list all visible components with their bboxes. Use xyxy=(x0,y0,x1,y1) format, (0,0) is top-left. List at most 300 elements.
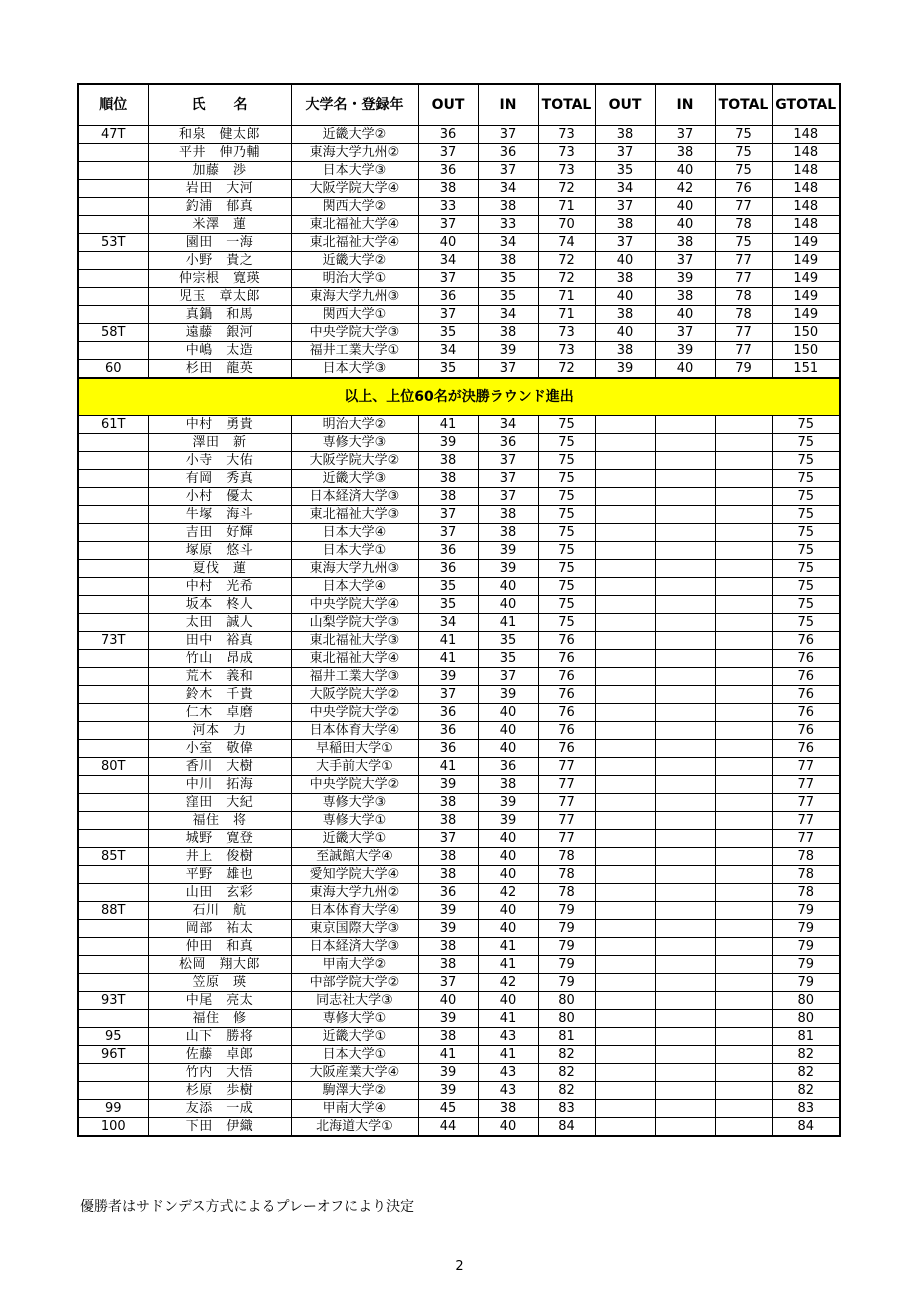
table-row xyxy=(78,488,840,506)
cell-university: 日本体育大学④ xyxy=(291,902,418,920)
cell-r1-out: 36 xyxy=(418,704,478,722)
cell-r1-out: 38 xyxy=(418,1028,478,1046)
cell-r2-out xyxy=(595,1046,655,1064)
table-row xyxy=(78,668,840,686)
cell-r1-out: 38 xyxy=(418,812,478,830)
cell-gtotal: 77 xyxy=(772,794,840,812)
cell-name: 香川 大樹 xyxy=(148,758,291,776)
cell-r1-in: 35 xyxy=(478,288,538,306)
cell-r1-in: 34 xyxy=(478,180,538,198)
cell-r1-total: 72 xyxy=(538,360,595,379)
cell-gtotal: 75 xyxy=(772,506,840,524)
cell-gtotal: 76 xyxy=(772,650,840,668)
cell-r2-out xyxy=(595,524,655,542)
table-row xyxy=(78,920,840,938)
table-row xyxy=(78,306,840,324)
cell-r2-in xyxy=(655,884,715,902)
cell-r2-total xyxy=(715,614,772,632)
cell-r2-total xyxy=(715,506,772,524)
cell-gtotal: 76 xyxy=(772,704,840,722)
cell-university: 中部学院大学② xyxy=(291,974,418,992)
table-row xyxy=(78,470,840,488)
cell-r2-out: 38 xyxy=(595,342,655,360)
cell-r1-total: 75 xyxy=(538,560,595,578)
table-row xyxy=(78,794,840,812)
cell-r1-total: 75 xyxy=(538,524,595,542)
cell-r2-out xyxy=(595,758,655,776)
cell-rank: 47T xyxy=(78,126,148,144)
cell-r1-out: 36 xyxy=(418,740,478,758)
header-row xyxy=(78,84,840,126)
cell-r1-in: 37 xyxy=(478,488,538,506)
cell-r1-in: 40 xyxy=(478,578,538,596)
cell-gtotal: 84 xyxy=(772,1118,840,1137)
cell-rank xyxy=(78,704,148,722)
cell-r2-in xyxy=(655,1118,715,1137)
table-row xyxy=(78,234,840,252)
cell-r2-in xyxy=(655,992,715,1010)
cell-gtotal: 148 xyxy=(772,126,840,144)
cell-name: 佐藤 卓郎 xyxy=(148,1046,291,1064)
cell-r2-out xyxy=(595,560,655,578)
cell-r2-total xyxy=(715,1028,772,1046)
cell-rank: 58T xyxy=(78,324,148,342)
cell-university: 明治大学① xyxy=(291,270,418,288)
cell-r1-total: 76 xyxy=(538,632,595,650)
cell-r2-in xyxy=(655,1100,715,1118)
cell-r1-out: 40 xyxy=(418,234,478,252)
cell-university: 福井工業大学① xyxy=(291,342,418,360)
cell-r2-total: 75 xyxy=(715,144,772,162)
cell-rank xyxy=(78,956,148,974)
cell-name: 城野 寛登 xyxy=(148,830,291,848)
cell-r2-in: 40 xyxy=(655,216,715,234)
cell-r2-out xyxy=(595,866,655,884)
cell-r2-in xyxy=(655,1010,715,1028)
cut-line-row xyxy=(78,378,840,416)
cell-r2-total xyxy=(715,920,772,938)
cell-gtotal: 76 xyxy=(772,740,840,758)
cell-r2-total: 76 xyxy=(715,180,772,198)
cell-r2-in xyxy=(655,524,715,542)
table-row xyxy=(78,216,840,234)
cell-r1-out: 39 xyxy=(418,434,478,452)
table-row xyxy=(78,974,840,992)
cell-r1-out: 41 xyxy=(418,416,478,434)
cell-name: 中尾 亮太 xyxy=(148,992,291,1010)
cell-gtotal: 75 xyxy=(772,578,840,596)
cell-r2-total xyxy=(715,794,772,812)
cell-r1-in: 35 xyxy=(478,270,538,288)
cell-name: 中村 勇貴 xyxy=(148,416,291,434)
cell-r1-total: 76 xyxy=(538,668,595,686)
cell-r1-out: 40 xyxy=(418,992,478,1010)
cell-r2-in xyxy=(655,920,715,938)
cell-r2-out: 40 xyxy=(595,252,655,270)
cell-r2-out xyxy=(595,614,655,632)
cell-rank: 80T xyxy=(78,758,148,776)
top-rows xyxy=(78,126,840,379)
cell-r1-in: 40 xyxy=(478,830,538,848)
cell-r1-in: 41 xyxy=(478,1046,538,1064)
cell-university: 明治大学② xyxy=(291,416,418,434)
cell-r2-in xyxy=(655,740,715,758)
cell-gtotal: 79 xyxy=(772,902,840,920)
cell-university: 東北福祉大学④ xyxy=(291,216,418,234)
cell-gtotal: 83 xyxy=(772,1100,840,1118)
cell-r1-in: 40 xyxy=(478,992,538,1010)
cell-r1-total: 79 xyxy=(538,920,595,938)
cell-r1-in: 35 xyxy=(478,650,538,668)
cell-r1-out: 37 xyxy=(418,686,478,704)
table-row xyxy=(78,650,840,668)
cell-r2-total xyxy=(715,830,772,848)
cell-rank xyxy=(78,650,148,668)
cell-university: 大阪学院大学② xyxy=(291,686,418,704)
cell-r1-total: 75 xyxy=(538,488,595,506)
cell-name: 井上 俊樹 xyxy=(148,848,291,866)
cell-r1-in: 35 xyxy=(478,632,538,650)
table-row xyxy=(78,632,840,650)
cell-r2-total: 75 xyxy=(715,162,772,180)
cell-r1-total: 76 xyxy=(538,704,595,722)
cell-r2-out xyxy=(595,452,655,470)
cell-r2-out xyxy=(595,686,655,704)
cell-r2-out xyxy=(595,632,655,650)
cell-name: 荒木 義和 xyxy=(148,668,291,686)
cell-r2-in: 40 xyxy=(655,360,715,379)
cell-r2-out xyxy=(595,488,655,506)
table-row xyxy=(78,560,840,578)
cell-rank xyxy=(78,488,148,506)
table-row xyxy=(78,1118,840,1137)
cell-rank xyxy=(78,974,148,992)
cell-rank xyxy=(78,596,148,614)
cell-rank xyxy=(78,776,148,794)
cell-r1-in: 36 xyxy=(478,758,538,776)
table-row xyxy=(78,830,840,848)
cell-r1-out: 39 xyxy=(418,1010,478,1028)
cell-r1-total: 75 xyxy=(538,614,595,632)
cell-r2-total: 75 xyxy=(715,126,772,144)
cell-gtotal: 77 xyxy=(772,812,840,830)
cell-r2-in xyxy=(655,650,715,668)
cell-r2-in xyxy=(655,452,715,470)
cell-gtotal: 82 xyxy=(772,1082,840,1100)
table-row xyxy=(78,324,840,342)
cell-r2-out xyxy=(595,1118,655,1137)
cell-gtotal: 78 xyxy=(772,866,840,884)
cell-r2-out xyxy=(595,794,655,812)
table-row xyxy=(78,180,840,198)
cell-name: 田中 裕真 xyxy=(148,632,291,650)
cut-line-text: 以上、上位60名が決勝ラウンド進出 xyxy=(78,378,840,416)
cell-r1-total: 83 xyxy=(538,1100,595,1118)
cell-r2-in: 40 xyxy=(655,162,715,180)
cell-r1-out: 39 xyxy=(418,1064,478,1082)
cell-r2-in: 38 xyxy=(655,234,715,252)
cell-rank xyxy=(78,668,148,686)
table-row xyxy=(78,992,840,1010)
cell-name: 河本 力 xyxy=(148,722,291,740)
cell-r1-out: 38 xyxy=(418,938,478,956)
cell-rank xyxy=(78,1064,148,1082)
cell-r1-in: 37 xyxy=(478,162,538,180)
cell-university: 東海大学九州② xyxy=(291,884,418,902)
cell-r2-in xyxy=(655,1064,715,1082)
cell-university: 日本大学① xyxy=(291,542,418,560)
cell-r2-total xyxy=(715,1082,772,1100)
page-number: 2 xyxy=(455,1259,464,1274)
cell-gtotal: 77 xyxy=(772,830,840,848)
table-row xyxy=(78,1046,840,1064)
cell-university: 関西大学② xyxy=(291,198,418,216)
cell-university: 中央学院大学② xyxy=(291,776,418,794)
cell-r1-total: 77 xyxy=(538,758,595,776)
cell-university: 至誠館大学④ xyxy=(291,848,418,866)
cell-rank: 88T xyxy=(78,902,148,920)
table-row xyxy=(78,848,840,866)
cell-r2-total xyxy=(715,902,772,920)
cell-r2-in xyxy=(655,578,715,596)
cell-r1-in: 40 xyxy=(478,1118,538,1137)
cell-r2-total xyxy=(715,452,772,470)
cell-name: 小室 敬偉 xyxy=(148,740,291,758)
cell-r1-out: 41 xyxy=(418,632,478,650)
cell-r1-total: 70 xyxy=(538,216,595,234)
cell-gtotal: 76 xyxy=(772,722,840,740)
cell-r2-out xyxy=(595,1082,655,1100)
cell-rank: 96T xyxy=(78,1046,148,1064)
cell-r2-in: 38 xyxy=(655,288,715,306)
cell-r1-total: 78 xyxy=(538,884,595,902)
cell-r2-total xyxy=(715,974,772,992)
cell-r1-in: 42 xyxy=(478,884,538,902)
cell-r2-out: 38 xyxy=(595,126,655,144)
cell-r2-in: 37 xyxy=(655,324,715,342)
cell-r1-total: 77 xyxy=(538,776,595,794)
cell-rank xyxy=(78,866,148,884)
cell-name: 加藤 渉 xyxy=(148,162,291,180)
cell-r1-total: 76 xyxy=(538,722,595,740)
cell-r1-out: 34 xyxy=(418,342,478,360)
cell-r2-in xyxy=(655,434,715,452)
cell-rank xyxy=(78,686,148,704)
cell-r1-total: 78 xyxy=(538,866,595,884)
cell-name: 下田 伊織 xyxy=(148,1118,291,1137)
cell-r2-total xyxy=(715,542,772,560)
cell-name: 塚原 悠斗 xyxy=(148,542,291,560)
cell-rank xyxy=(78,938,148,956)
table-row xyxy=(78,578,840,596)
cell-r2-out xyxy=(595,920,655,938)
cell-r2-in xyxy=(655,632,715,650)
cell-name: 小寺 大佑 xyxy=(148,452,291,470)
cell-name: 中川 拓海 xyxy=(148,776,291,794)
cell-r2-total xyxy=(715,596,772,614)
cell-gtotal: 75 xyxy=(772,416,840,434)
cell-r1-out: 37 xyxy=(418,830,478,848)
cell-rank xyxy=(78,1082,148,1100)
cell-rank xyxy=(78,144,148,162)
cell-r1-in: 41 xyxy=(478,614,538,632)
cell-r2-in xyxy=(655,848,715,866)
cell-r1-in: 39 xyxy=(478,812,538,830)
cell-r2-total: 77 xyxy=(715,198,772,216)
header-r1-in: IN xyxy=(478,84,538,126)
cell-name: 杉田 龍英 xyxy=(148,360,291,379)
cell-r2-total xyxy=(715,938,772,956)
cell-r1-total: 77 xyxy=(538,830,595,848)
cell-r2-total xyxy=(715,560,772,578)
cell-r1-out: 45 xyxy=(418,1100,478,1118)
cell-gtotal: 75 xyxy=(772,596,840,614)
cell-r2-in xyxy=(655,866,715,884)
cell-university: 甲南大学④ xyxy=(291,1100,418,1118)
cell-r1-out: 36 xyxy=(418,288,478,306)
cell-r1-total: 75 xyxy=(538,506,595,524)
cell-rank xyxy=(78,452,148,470)
cell-rank xyxy=(78,434,148,452)
table-row xyxy=(78,596,840,614)
cell-r2-total xyxy=(715,1100,772,1118)
cell-r1-total: 73 xyxy=(538,324,595,342)
cell-r2-out xyxy=(595,830,655,848)
cell-rank: 85T xyxy=(78,848,148,866)
cell-r1-in: 37 xyxy=(478,668,538,686)
cell-r2-out: 40 xyxy=(595,324,655,342)
table-row xyxy=(78,776,840,794)
cell-r1-total: 81 xyxy=(538,1028,595,1046)
cell-r1-in: 40 xyxy=(478,866,538,884)
cell-university: 早稲田大学① xyxy=(291,740,418,758)
cell-r2-in xyxy=(655,938,715,956)
cell-university: 日本大学③ xyxy=(291,162,418,180)
cell-r1-in: 39 xyxy=(478,542,538,560)
cell-r1-out: 37 xyxy=(418,306,478,324)
cell-gtotal: 76 xyxy=(772,686,840,704)
table-row xyxy=(78,506,840,524)
cell-r2-out xyxy=(595,740,655,758)
cell-gtotal: 76 xyxy=(772,668,840,686)
cell-r2-total: 78 xyxy=(715,216,772,234)
cell-r1-out: 38 xyxy=(418,180,478,198)
cell-r1-out: 37 xyxy=(418,144,478,162)
cell-r2-out: 40 xyxy=(595,288,655,306)
table-row xyxy=(78,866,840,884)
cell-r2-in: 39 xyxy=(655,270,715,288)
cell-rank: 61T xyxy=(78,416,148,434)
cell-name: 平野 雄也 xyxy=(148,866,291,884)
cell-name: 笠原 瑛 xyxy=(148,974,291,992)
cell-name: 米澤 蓮 xyxy=(148,216,291,234)
table-row xyxy=(78,252,840,270)
cell-gtotal: 149 xyxy=(772,306,840,324)
cell-rank xyxy=(78,252,148,270)
cell-r2-total: 77 xyxy=(715,270,772,288)
cell-gtotal: 76 xyxy=(772,632,840,650)
cell-r1-total: 73 xyxy=(538,126,595,144)
cell-gtotal: 77 xyxy=(772,776,840,794)
cell-university: 近畿大学③ xyxy=(291,470,418,488)
cell-name: 中村 光希 xyxy=(148,578,291,596)
table-row xyxy=(78,452,840,470)
cell-r1-in: 38 xyxy=(478,776,538,794)
cell-name: 山田 玄彩 xyxy=(148,884,291,902)
cell-name: 仲宗根 寛瑛 xyxy=(148,270,291,288)
table-row xyxy=(78,1010,840,1028)
cell-r2-out xyxy=(595,776,655,794)
cell-gtotal: 148 xyxy=(772,144,840,162)
cell-rank xyxy=(78,180,148,198)
cell-r2-out xyxy=(595,542,655,560)
cell-rank xyxy=(78,830,148,848)
cell-r2-in xyxy=(655,1046,715,1064)
cell-r1-out: 41 xyxy=(418,1046,478,1064)
cell-name: 小野 貴之 xyxy=(148,252,291,270)
cell-r1-in: 38 xyxy=(478,1100,538,1118)
cell-r2-out xyxy=(595,596,655,614)
cell-r2-in xyxy=(655,974,715,992)
cell-r2-in xyxy=(655,956,715,974)
cell-r1-total: 75 xyxy=(538,578,595,596)
header-name: 氏 名 xyxy=(148,84,291,126)
cell-r1-in: 40 xyxy=(478,740,538,758)
cell-university: 中央学院大学② xyxy=(291,704,418,722)
cell-r2-total: 77 xyxy=(715,252,772,270)
cell-r2-out xyxy=(595,974,655,992)
cell-r2-total xyxy=(715,758,772,776)
cell-university: 専修大学① xyxy=(291,1010,418,1028)
cell-r2-out xyxy=(595,704,655,722)
cell-r1-out: 37 xyxy=(418,506,478,524)
cell-gtotal: 75 xyxy=(772,488,840,506)
cell-r1-out: 34 xyxy=(418,614,478,632)
cell-rank: 99 xyxy=(78,1100,148,1118)
cell-rank xyxy=(78,162,148,180)
cell-r1-total: 77 xyxy=(538,812,595,830)
cell-r2-total xyxy=(715,704,772,722)
table-row xyxy=(78,360,840,379)
cell-r1-in: 42 xyxy=(478,974,538,992)
cell-name: 釣浦 郁真 xyxy=(148,198,291,216)
cell-r1-total: 79 xyxy=(538,938,595,956)
cell-rank xyxy=(78,884,148,902)
cell-university: 大手前大学① xyxy=(291,758,418,776)
cell-r2-total xyxy=(715,776,772,794)
cell-r2-out xyxy=(595,812,655,830)
cell-r1-in: 37 xyxy=(478,470,538,488)
cell-gtotal: 148 xyxy=(772,216,840,234)
cell-university: 同志社大学③ xyxy=(291,992,418,1010)
cell-gtotal: 78 xyxy=(772,884,840,902)
cell-r2-total xyxy=(715,722,772,740)
cell-r2-total xyxy=(715,1046,772,1064)
cell-r1-total: 84 xyxy=(538,1118,595,1137)
cell-r1-out: 38 xyxy=(418,956,478,974)
cell-r2-out xyxy=(595,668,655,686)
cell-r2-total xyxy=(715,578,772,596)
cell-name: 澤田 新 xyxy=(148,434,291,452)
cell-university: 東北福祉大学③ xyxy=(291,506,418,524)
cell-university: 近畿大学② xyxy=(291,252,418,270)
cell-r2-total xyxy=(715,470,772,488)
cell-r1-total: 80 xyxy=(538,992,595,1010)
table-row xyxy=(78,704,840,722)
cell-gtotal: 75 xyxy=(772,524,840,542)
cell-r2-in xyxy=(655,686,715,704)
cell-r2-out: 38 xyxy=(595,216,655,234)
